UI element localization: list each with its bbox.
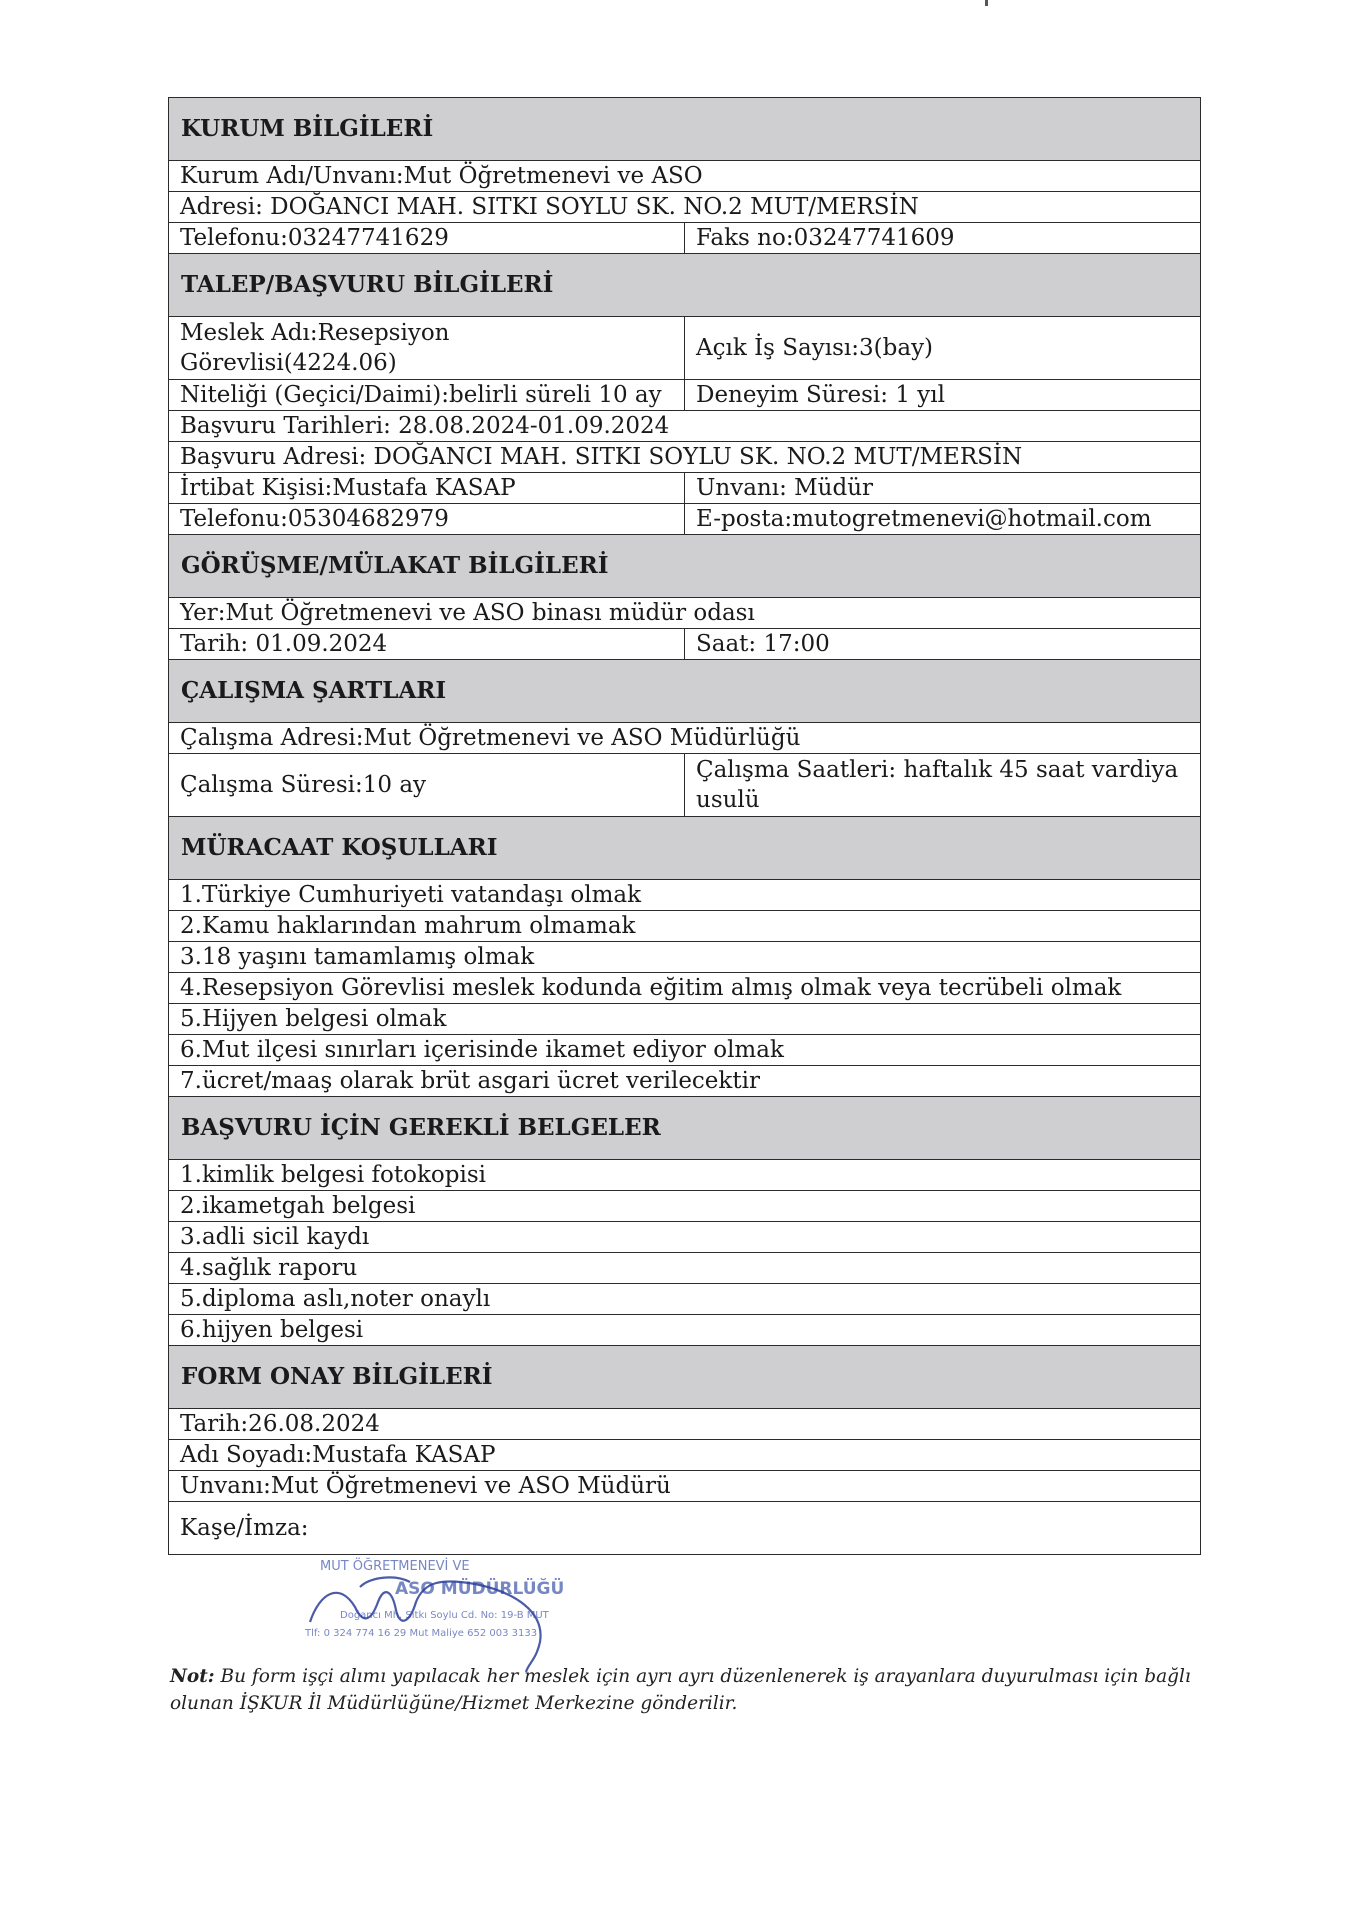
acik-is-sayisi: Açık İş Sayısı:3(bay) — [685, 317, 1201, 380]
muracaat-item: 4.Resepsiyon Görevlisi meslek kodunda eğitim almış olmak veya tecrübeli olmak — [169, 973, 1201, 1004]
onay-unvan: Unvanı:Mut Öğretmenevi ve ASO Müdürü — [169, 1471, 1201, 1502]
signature — [310, 1577, 541, 1672]
onay-adi-soyadi: Adı Soyadı:Mustafa KASAP — [169, 1440, 1201, 1471]
job-request-form — [168, 97, 1201, 1555]
section-header-belgeler: BAŞVURU İÇİN GEREKLİ BELGELER — [169, 1097, 1201, 1160]
niteligi: Niteliği (Geçici/Daimi):belirli süreli 10 ay — [169, 380, 685, 411]
deneyim-suresi: Deneyim Süresi: 1 yıl — [685, 380, 1201, 411]
calisma-adresi: Çalışma Adresi:Mut Öğretmenevi ve ASO Müdürlüğü — [169, 723, 1201, 754]
onay-tarih: Tarih:26.08.2024 — [169, 1409, 1201, 1440]
gorusme-yer: Yer:Mut Öğretmenevi ve ASO binası müdür odası — [169, 598, 1201, 629]
belge-item: 2.ikametgah belgesi — [169, 1191, 1201, 1222]
irtibat-kisisi: İrtibat Kişisi:Mustafa KASAP — [169, 473, 685, 504]
footnote-label: Not: — [170, 1666, 215, 1687]
section-header-talep: TALEP/BAŞVURU BİLGİLERİ — [169, 254, 1201, 317]
belge-item: 6.hijyen belgesi — [169, 1315, 1201, 1346]
section-header-gorusme: GÖRÜŞME/MÜLAKAT BİLGİLERİ — [169, 535, 1201, 598]
section-header-onay: FORM ONAY BİLGİLERİ — [169, 1346, 1201, 1409]
stamp-line-3: Doğancı Mh. Sıtkı Soylu Cd. No: 19-B MUT — [340, 1610, 549, 1621]
kase-imza: Kaşe/İmza: — [169, 1502, 1201, 1555]
section-header-calisma: ÇALIŞMA ŞARTLARI — [169, 660, 1201, 723]
section-header-kurum: KURUM BİLGİLERİ — [169, 98, 1201, 161]
footnote-text: Bu form işçi alımı yapılacak her meslek için ayrı ayrı düzenlenerek iş arayanlara duyurulması için bağlı olunan İŞKUR İl Müdürlüğüne/Hizmet Merkezine gönderilir. — [170, 1666, 1191, 1714]
irtibat-unvan: Unvanı: Müdür — [685, 473, 1201, 504]
kurum-faks: Faks no:03247741609 — [685, 223, 1201, 254]
stamp-line-1: MUT ÖĞRETMENEVİ VE — [320, 1559, 470, 1574]
kurum-adi: Kurum Adı/Unvanı:Mut Öğretmenevi ve ASO — [169, 161, 1201, 192]
muracaat-item: 3.18 yaşını tamamlamış olmak — [169, 942, 1201, 973]
kurum-adres: Adresi: DOĞANCI MAH. SITKI SOYLU SK. NO.2 MUT/MERSİN — [169, 192, 1201, 223]
footnote — [170, 1663, 1210, 1717]
kurum-telefon: Telefonu:03247741629 — [169, 223, 685, 254]
basvuru-adresi: Başvuru Adresi: DOĞANCI MAH. SITKI SOYLU SK. NO.2 MUT/MERSİN — [169, 442, 1201, 473]
stamp-line-4: Tlf: 0 324 774 16 29 Mut Maliye 652 003 3133 — [305, 1628, 538, 1639]
gorusme-tarih: Tarih: 01.09.2024 — [169, 629, 685, 660]
stamp-line-2: ASO MÜDÜRLÜĞÜ — [395, 1579, 565, 1599]
section-header-muracaat: MÜRACAAT KOŞULLARI — [169, 817, 1201, 880]
irtibat-telefon: Telefonu:05304682979 — [169, 504, 685, 535]
scan-mark — [985, 0, 988, 6]
muracaat-item: 2.Kamu haklarından mahrum olmamak — [169, 911, 1201, 942]
meslek-adi: Meslek Adı:Resepsiyon Görevlisi(4224.06) — [169, 317, 685, 380]
muracaat-item: 6.Mut ilçesi sınırları içerisinde ikamet ediyor olmak — [169, 1035, 1201, 1066]
belge-item: 1.kimlik belgesi fotokopisi — [169, 1160, 1201, 1191]
belge-item: 3.adli sicil kaydı — [169, 1222, 1201, 1253]
belge-item: 5.diploma aslı,noter onaylı — [169, 1284, 1201, 1315]
calisma-saatleri: Çalışma Saatleri: haftalık 45 saat vardiya usulü — [685, 754, 1201, 817]
muracaat-item: 5.Hijyen belgesi olmak — [169, 1004, 1201, 1035]
basvuru-tarihleri: Başvuru Tarihleri: 28.08.2024-01.09.2024 — [169, 411, 1201, 442]
irtibat-eposta: E-posta:mutogretmenevi@hotmail.com — [685, 504, 1201, 535]
muracaat-item: 7.ücret/maaş olarak brüt asgari ücret verilecektir — [169, 1066, 1201, 1097]
gorusme-saat: Saat: 17:00 — [685, 629, 1201, 660]
muracaat-item: 1.Türkiye Cumhuriyeti vatandaşı olmak — [169, 880, 1201, 911]
calisma-suresi: Çalışma Süresi:10 ay — [169, 754, 685, 817]
belge-item: 4.sağlık raporu — [169, 1253, 1201, 1284]
